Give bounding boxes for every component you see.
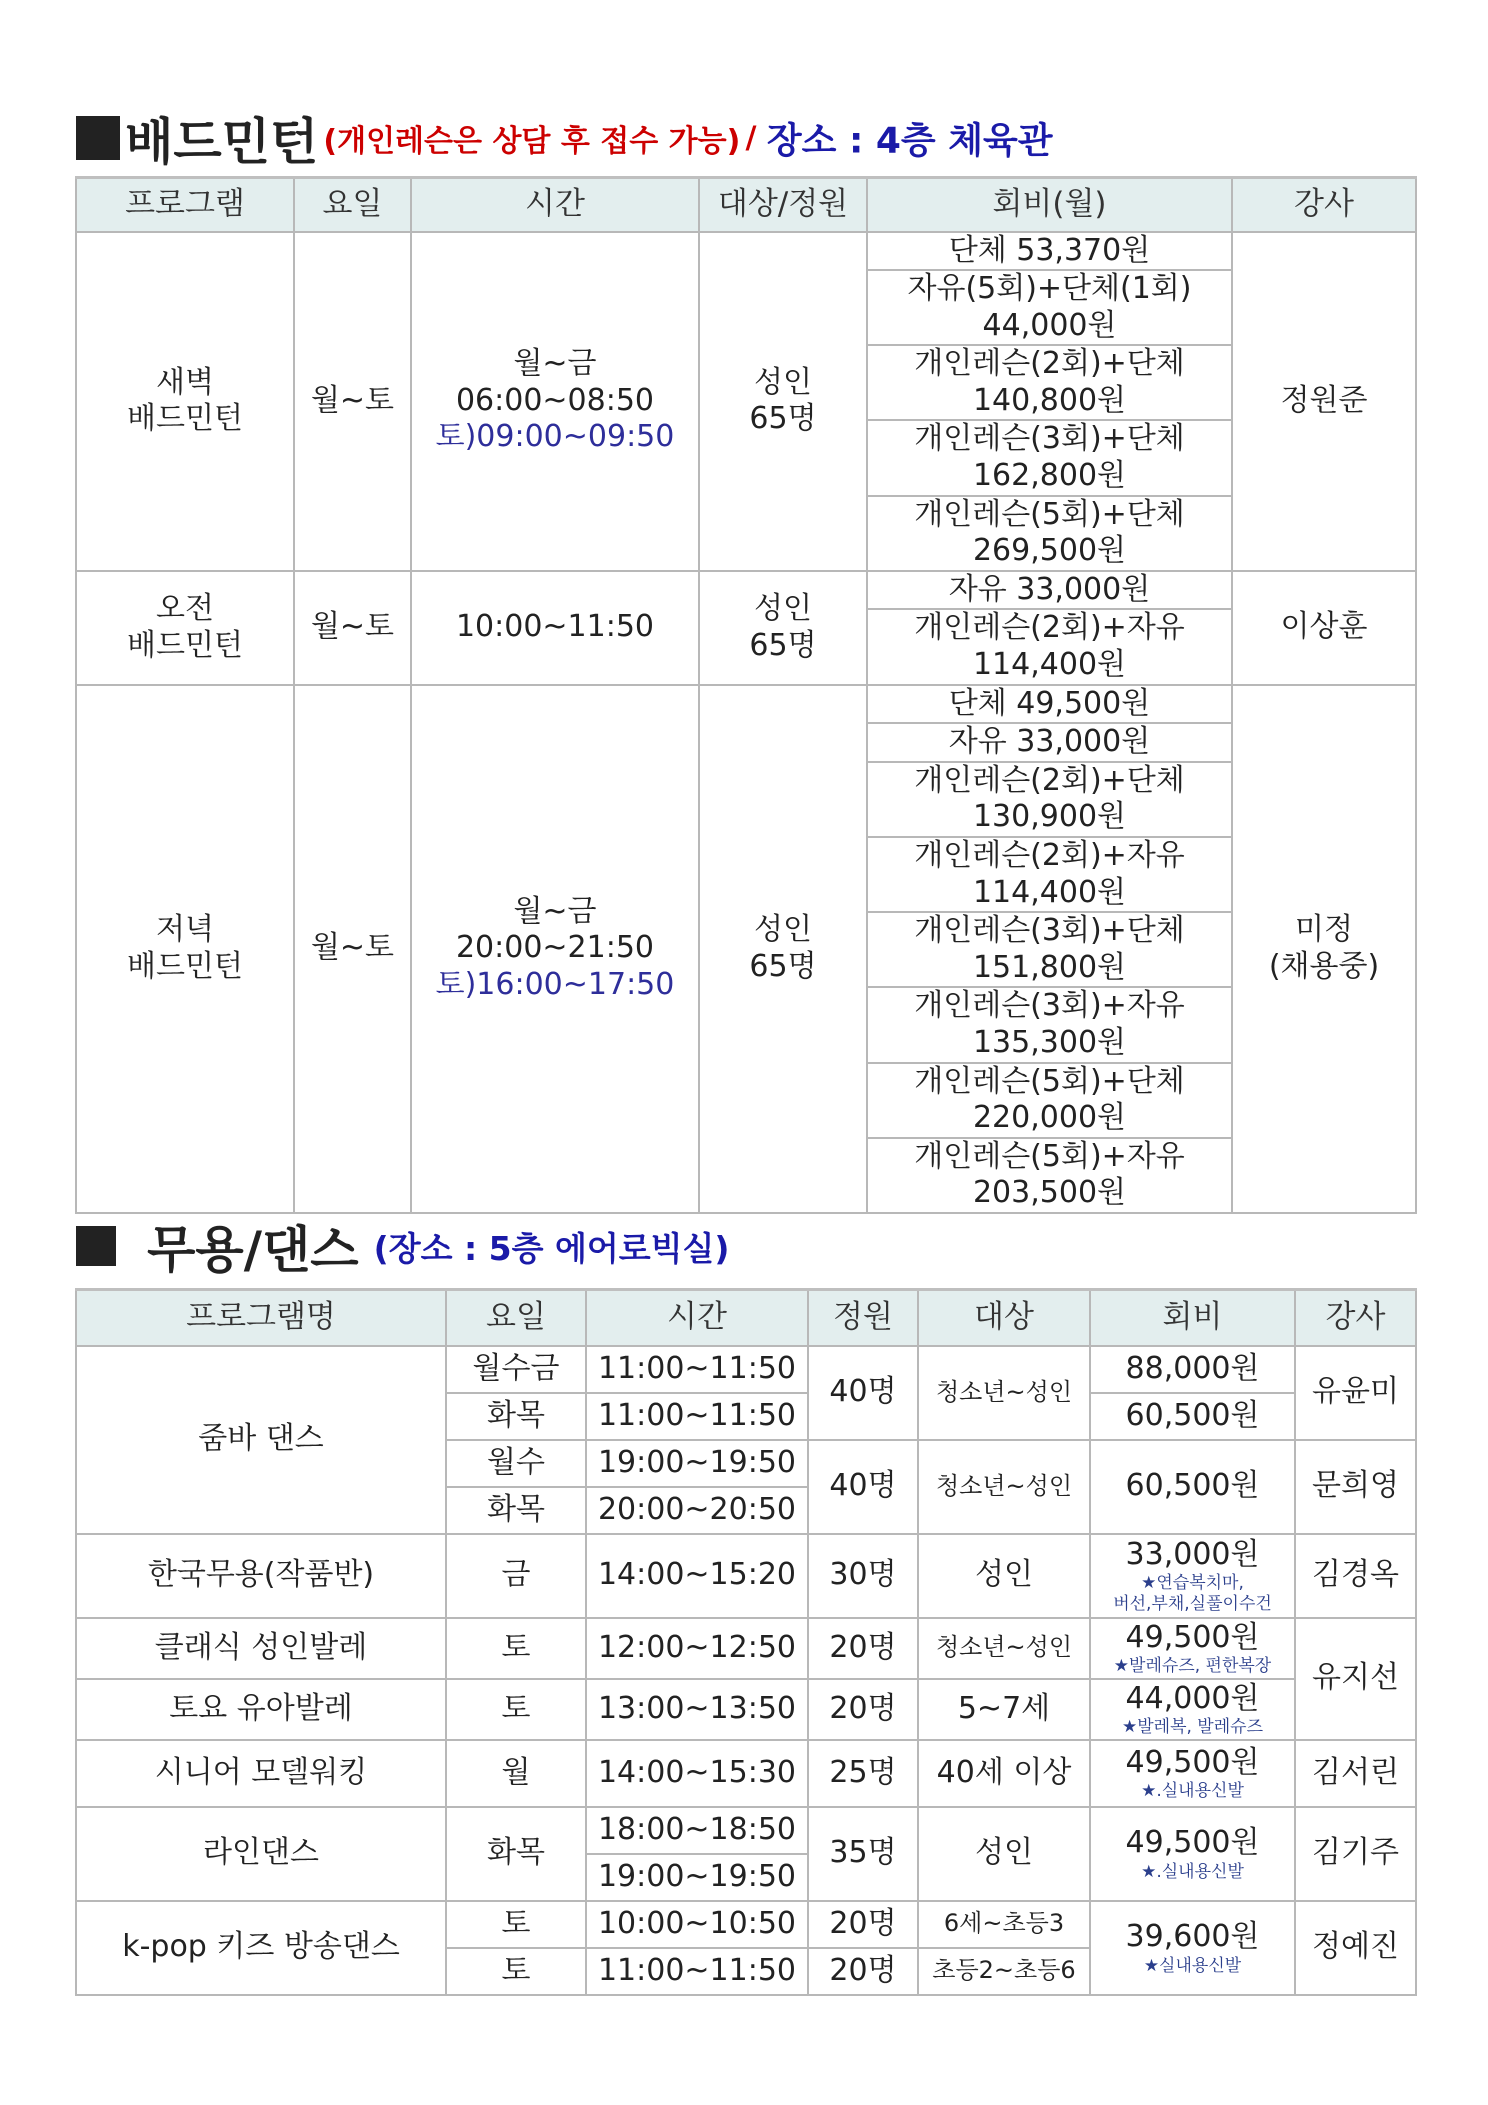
fee-cell: 60,500원	[1090, 1393, 1295, 1440]
fee-cell: 개인레슨(2회)+자유 114,400원	[867, 837, 1232, 912]
target-cell: 초등2~초등6	[918, 1948, 1090, 1995]
fee-cell: 39,600원 ★실내용신발	[1090, 1901, 1295, 1995]
instructor-cell: 유윤미	[1295, 1346, 1416, 1440]
table-row	[76, 1679, 1416, 1740]
fee-note: ★연습복치마,	[1141, 1573, 1244, 1594]
capacity-cell: 35명	[808, 1807, 918, 1901]
table-row	[76, 1346, 1416, 1393]
day-cell: 토	[446, 1948, 586, 1995]
fee-cell: 88,000원	[1090, 1346, 1295, 1393]
target-cell: 40세 이상	[918, 1740, 1090, 1807]
target-cell: 성인	[918, 1807, 1090, 1901]
day-cell: 월수	[446, 1440, 586, 1487]
day-cell: 월수금	[446, 1346, 586, 1393]
fee-cell: 단체 49,500원	[867, 685, 1232, 724]
program-cell: 라인댄스	[76, 1807, 446, 1901]
program-cell: 줌바 댄스	[76, 1346, 446, 1534]
target-cell: 성인	[918, 1534, 1090, 1618]
header-instructor: 강사	[1295, 1290, 1416, 1346]
time-cell: 10:00~11:50	[411, 571, 699, 685]
capacity-cell: 40명	[808, 1346, 918, 1440]
dance-place: (장소 : 5층 에어로빅실)	[373, 1228, 730, 1268]
target-cell: 성인 65명	[699, 685, 867, 1213]
fee-cell: 44,000원 ★발레복, 발레슈즈	[1090, 1679, 1295, 1740]
day-cell: 월~토	[294, 685, 411, 1213]
badminton-place: 장소 : 4층 체육관	[766, 120, 1053, 162]
instructor-cell: 이상훈	[1232, 571, 1416, 685]
time-cell: 11:00~11:50	[586, 1948, 808, 1995]
table-row	[76, 685, 1416, 724]
header-capacity: 정원	[808, 1290, 918, 1346]
day-cell: 월~토	[294, 571, 411, 685]
target-cell: 청소년~성인	[918, 1618, 1090, 1679]
header-day: 요일	[446, 1290, 586, 1346]
table-row	[76, 1901, 1416, 1948]
program-cell: 시니어 모델워킹	[76, 1740, 446, 1807]
table-row	[76, 1807, 1416, 1854]
fee-note: ★발레슈즈, 편한복장	[1113, 1656, 1272, 1677]
time-cell: 11:00~11:50	[586, 1346, 808, 1393]
day-cell: 화목	[446, 1807, 586, 1901]
dance-section-title	[76, 1210, 729, 1282]
instructor-cell: 유지선	[1295, 1618, 1416, 1740]
time-cell: 월~금 06:00~08:50 토)09:00~09:50	[411, 232, 699, 571]
title-separator: /	[745, 120, 767, 156]
header-target: 대상	[918, 1290, 1090, 1346]
capacity-cell: 20명	[808, 1618, 918, 1679]
program-cell: 토요 유아발레	[76, 1679, 446, 1740]
fee-note: ★실내용신발	[1143, 1955, 1242, 1976]
black-square-icon	[76, 1226, 116, 1266]
fee-cell: 단체 53,370원	[867, 232, 1232, 271]
badminton-table	[75, 176, 1417, 1214]
time-cell: 월~금 20:00~21:50 토)16:00~17:50	[411, 685, 699, 1213]
table-header-row	[76, 178, 1416, 232]
badminton-section-title	[76, 102, 1053, 174]
target-cell: 5~7세	[918, 1679, 1090, 1740]
target-cell: 성인 65명	[699, 571, 867, 685]
capacity-cell: 20명	[808, 1948, 918, 1995]
badminton-title: 배드민턴	[125, 113, 319, 171]
day-cell: 토	[446, 1901, 586, 1948]
time-cell: 19:00~19:50	[586, 1854, 808, 1901]
dance-table	[75, 1288, 1417, 1996]
time-cell: 13:00~13:50	[586, 1679, 808, 1740]
table-row	[76, 1740, 1416, 1807]
instructor-cell: 김경옥	[1295, 1534, 1416, 1618]
time-cell: 11:00~11:50	[586, 1393, 808, 1440]
time-cell: 20:00~20:50	[586, 1487, 808, 1534]
fee-note: 버선,부채,실풀이수건	[1113, 1593, 1272, 1614]
instructor-cell: 정원준	[1232, 232, 1416, 571]
time-cell: 12:00~12:50	[586, 1618, 808, 1679]
target-cell: 6세~초등3	[918, 1901, 1090, 1948]
fee-cell: 자유 33,000원	[867, 571, 1232, 610]
capacity-cell: 20명	[808, 1901, 918, 1948]
capacity-cell: 20명	[808, 1679, 918, 1740]
fee-cell: 개인레슨(2회)+단체 140,800원	[867, 345, 1232, 420]
fee-cell: 개인레슨(5회)+단체 269,500원	[867, 496, 1232, 571]
target-cell: 청소년~성인	[918, 1440, 1090, 1534]
instructor-cell: 김서린	[1295, 1740, 1416, 1807]
black-square-icon	[76, 116, 120, 160]
day-cell: 토	[446, 1679, 586, 1740]
fee-cell: 자유(5회)+단체(1회) 44,000원	[867, 270, 1232, 345]
program-cell: 저녁 배드민턴	[76, 685, 294, 1213]
capacity-cell: 25명	[808, 1740, 918, 1807]
instructor-cell: 문희영	[1295, 1440, 1416, 1534]
fee-cell: 자유 33,000원	[867, 723, 1232, 762]
dance-title: 무용/댄스	[147, 1221, 359, 1279]
header-day: 요일	[294, 178, 411, 232]
fee-cell: 개인레슨(2회)+단체 130,900원	[867, 762, 1232, 837]
fee-cell: 개인레슨(2회)+자유 114,400원	[867, 609, 1232, 684]
capacity-cell: 40명	[808, 1440, 918, 1534]
capacity-cell: 30명	[808, 1534, 918, 1618]
fee-cell: 개인레슨(3회)+단체 162,800원	[867, 420, 1232, 495]
time-cell: 14:00~15:30	[586, 1740, 808, 1807]
fee-note: ★.실내용신발	[1141, 1861, 1244, 1882]
target-cell: 성인 65명	[699, 232, 867, 571]
table-row	[76, 571, 1416, 610]
program-cell: 한국무용(작품반)	[76, 1534, 446, 1618]
fee-note: ★.실내용신발	[1141, 1781, 1244, 1802]
day-cell: 월~토	[294, 232, 411, 571]
fee-cell: 49,500원 ★.실내용신발	[1090, 1740, 1295, 1807]
time-cell: 18:00~18:50	[586, 1807, 808, 1854]
table-row	[76, 232, 1416, 271]
program-cell: k-pop 키즈 방송댄스	[76, 1901, 446, 1995]
program-cell: 클래식 성인발레	[76, 1618, 446, 1679]
fee-note: ★발레복, 발레슈즈	[1121, 1717, 1263, 1738]
header-time: 시간	[586, 1290, 808, 1346]
time-cell: 14:00~15:20	[586, 1534, 808, 1618]
table-row	[76, 1618, 1416, 1679]
fee-cell: 개인레슨(5회)+자유 203,500원	[867, 1138, 1232, 1213]
header-fee: 회비(월)	[867, 178, 1232, 232]
header-program: 프로그램명	[76, 1290, 446, 1346]
fee-cell: 49,500원 ★.실내용신발	[1090, 1807, 1295, 1901]
instructor-cell: 미정 (채용중)	[1232, 685, 1416, 1213]
day-cell: 토	[446, 1618, 586, 1679]
header-instructor: 강사	[1232, 178, 1416, 232]
program-cell: 새벽 배드민턴	[76, 232, 294, 571]
day-cell: 월	[446, 1740, 586, 1807]
day-cell: 화목	[446, 1487, 586, 1534]
fee-cell: 개인레슨(5회)+단체 220,000원	[867, 1063, 1232, 1138]
table-header-row	[76, 1290, 1416, 1346]
day-cell: 화목	[446, 1393, 586, 1440]
fee-cell: 49,500원 ★발레슈즈, 편한복장	[1090, 1618, 1295, 1679]
fee-cell: 60,500원	[1090, 1440, 1295, 1534]
fee-cell: 개인레슨(3회)+단체 151,800원	[867, 912, 1232, 987]
time-cell: 10:00~10:50	[586, 1901, 808, 1948]
target-cell: 청소년~성인	[918, 1346, 1090, 1440]
instructor-cell: 정예진	[1295, 1901, 1416, 1995]
program-cell: 오전 배드민턴	[76, 571, 294, 685]
instructor-cell: 김기주	[1295, 1807, 1416, 1901]
table-row	[76, 1534, 1416, 1618]
fee-cell: 33,000원 ★연습복치마, 버선,부채,실풀이수건	[1090, 1534, 1295, 1618]
header-program: 프로그램	[76, 178, 294, 232]
time-cell: 19:00~19:50	[586, 1440, 808, 1487]
day-cell: 금	[446, 1534, 586, 1618]
header-time: 시간	[411, 178, 699, 232]
badminton-subtitle: (개인레슨은 상담 후 접수 가능)	[323, 124, 741, 159]
header-fee: 회비	[1090, 1290, 1295, 1346]
fee-cell: 개인레슨(3회)+자유 135,300원	[867, 987, 1232, 1062]
header-target: 대상/정원	[699, 178, 867, 232]
